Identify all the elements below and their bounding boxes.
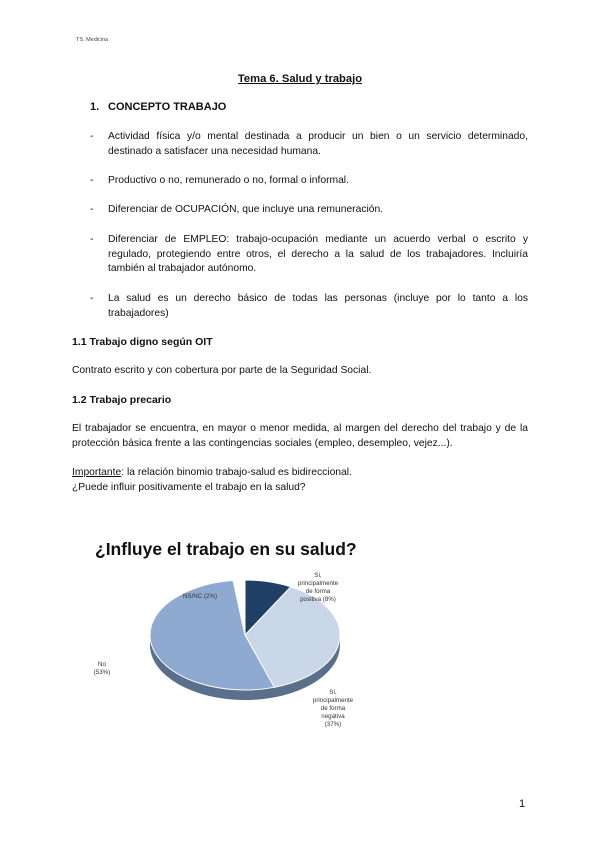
bullet-text: Actividad física y/o mental destinada a producir un bien o un servicio determinado, destinado a satisfacer una necesidad humana. xyxy=(108,131,528,157)
document-title: Tema 6. Salud y trabajo xyxy=(237,73,363,85)
subsection-heading: 1.2 Trabajo precario xyxy=(72,394,172,406)
slice-label: Sí, principalmente de forma positiva (8%) xyxy=(297,572,339,603)
bullet-item xyxy=(90,203,528,218)
bullet-dash: - xyxy=(90,131,94,142)
chart-title: ¿Influye el trabajo en su salud? xyxy=(95,539,357,559)
bullet-dash: - xyxy=(90,175,94,186)
paragraph: Contrato escrito y con cobertura por parte de la Seguridad Social. xyxy=(72,365,372,376)
important-text: : la relación binomio trabajo-salud es bidireccional. xyxy=(121,467,352,478)
bullet-item xyxy=(90,233,528,277)
header-note: TS. Medicina xyxy=(76,37,109,43)
section-number: 1. xyxy=(90,101,100,113)
bullet-text: Productivo o no, remunerado o no, formal o informal. xyxy=(108,175,349,186)
bullet-item xyxy=(90,174,528,189)
slice-label: Sí, principalmente de forma negativa (37%) xyxy=(312,689,354,728)
important-note xyxy=(72,466,528,481)
paragraph: El trabajador se encuentra, en mayor o menor medida, al margen del derecho del trabajo y de la protección básica frente a las contingencias sociales (empleo, desempleo, vejez...). xyxy=(72,423,528,449)
bullet-item xyxy=(90,292,528,321)
bullet-text: Diferenciar de OCUPACIÓN, que incluye una remuneración. xyxy=(108,204,384,215)
bullet-dash: - xyxy=(90,204,94,215)
important-label: Importante xyxy=(72,467,122,478)
question-text: ¿Puede influir positivamente el trabajo en la salud? xyxy=(72,482,306,493)
bullet-item xyxy=(90,130,528,159)
section-label: CONCEPTO TRABAJO xyxy=(108,101,227,113)
pie-chart xyxy=(60,560,390,745)
slice-label: No (53%) xyxy=(93,661,111,676)
page-number: 1 xyxy=(519,798,526,810)
bullet-dash: - xyxy=(90,234,94,245)
subsection-heading: 1.1 Trabajo digno según OIT xyxy=(72,336,213,348)
section-heading xyxy=(90,101,226,113)
bullet-dash: - xyxy=(90,293,94,304)
slice-label: NS/NC (2%) xyxy=(182,593,218,600)
bullet-text: Diferenciar de EMPLEO: trabajo-ocupación mediante un acuerdo verbal o escrito y regulado, protegiendo entre otros, el derecho a la salud de los trabajadores. Incluiría también al trabajador autónomo. xyxy=(108,234,528,274)
bullet-text: La salud es un derecho básico de todas las personas (incluye por lo tanto a los trabajadores) xyxy=(108,293,528,319)
